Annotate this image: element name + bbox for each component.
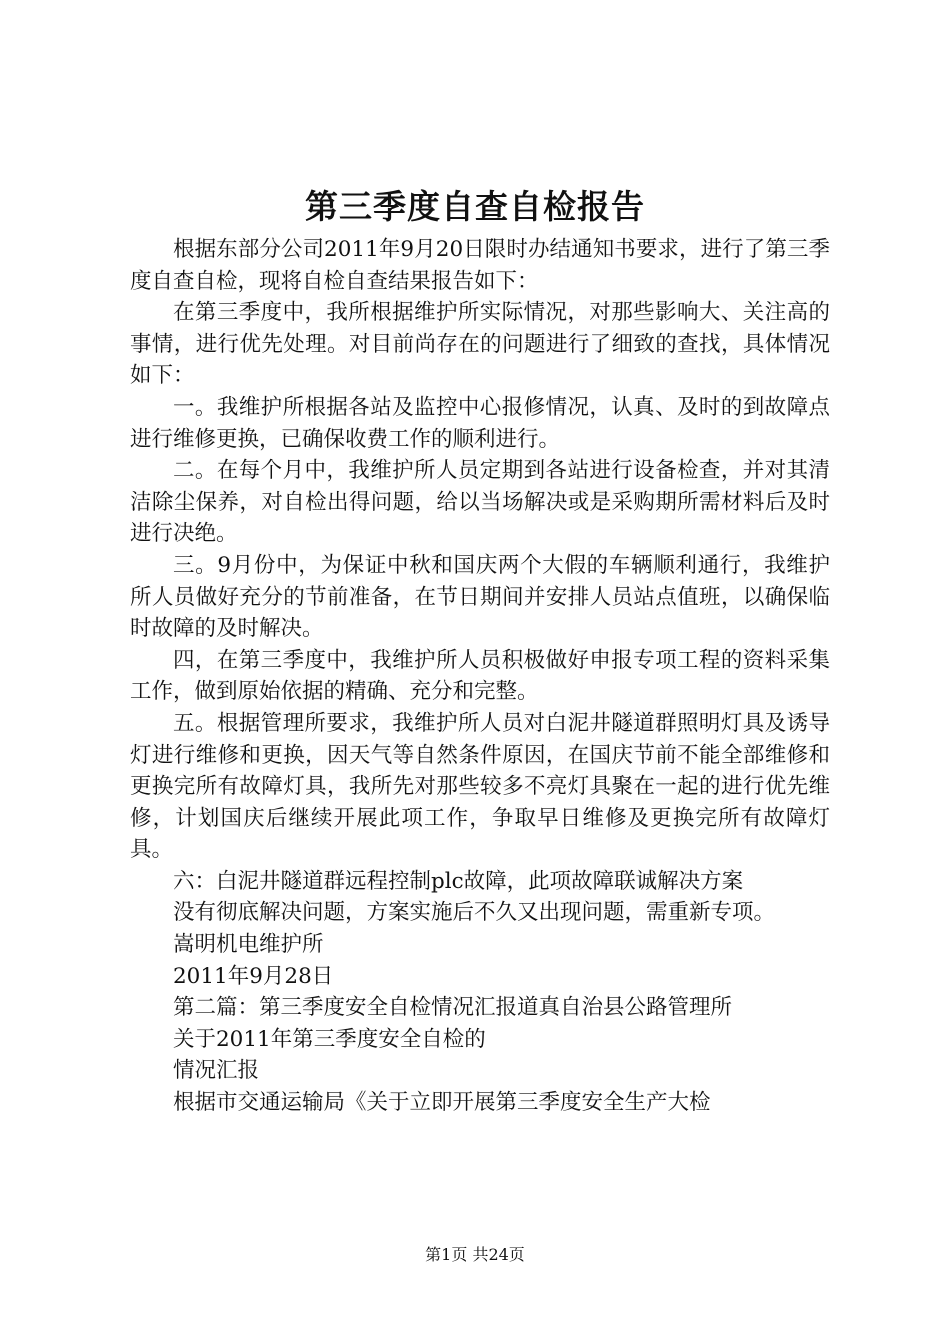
paragraph: 五。根据管理所要求，我维护所人员对白泥井隧道群照明灯具及诱导灯进行维修和更换，因天气等自然条件原因，在国庆节前不能全部维修和更换完所有故障灯具，我所先对那些较多不亮灯具聚在一起的进行优先维修，计划国庆后继续开展此项工作，争取早日维修及更换完所有故障灯具。: [130, 710, 830, 863]
paragraph: 一。我维护所根据各站及监控中心报修情况，认真、及时的到故障点进行维修更换，已确保收费工作的顺利进行。: [130, 394, 830, 452]
paragraph: 关于2011年第三季度安全自检的: [173, 1026, 486, 1052]
document-title: 第三季度自查自检报告: [305, 187, 645, 226]
paragraph: 情况汇报: [173, 1058, 260, 1084]
paragraph: 二。在每个月中，我维护所人员定期到各站进行设备检查，并对其清洁除尘保养，对自检出得问题，给以当场解决或是采购期所需材料后及时进行决绝。: [130, 458, 830, 547]
paragraph: 根据东部分公司2011年9月20日限时办结通知书要求，进行了第三季度自查自检，现将自检自查结果报告如下：: [130, 237, 830, 294]
paragraph: 三。9月份中，为保证中秋和国庆两个大假的车辆顺利通行，我维护所人员做好充分的节前准备，在节日期间并安排人员站点值班，以确保临时故障的及时解决。: [130, 552, 830, 642]
section-heading: 第二篇：第三季度安全自检情况汇报道真自治县公路管理所: [173, 995, 733, 1021]
paragraph: 没有彻底解决问题，方案实施后不久又出现问题，需重新专项。: [173, 900, 776, 926]
paragraph: 根据市交通运输局《关于立即开展第三季度安全生产大检: [173, 1090, 711, 1116]
paragraph: 在第三季度中，我所根据维护所实际情况，对那些影响大、关注高的事情，进行优先处理。对目前尚存在的问题进行了细致的查找，具体情况如下：: [130, 300, 830, 389]
signature-org: 嵩明机电维护所: [173, 932, 324, 958]
document-body: [130, 234, 830, 1119]
paragraph: 四，在第三季度中，我维护所人员积极做好申报专项工程的资料采集工作，做到原始依据的精确、充分和完整。: [130, 647, 830, 705]
paragraph: 六：白泥井隧道群远程控制plc故障，此项故障联诚解决方案: [173, 868, 744, 894]
page-number-footer: 第1页 共24页: [425, 1245, 525, 1264]
signature-date: 2011年9月28日: [173, 963, 334, 989]
